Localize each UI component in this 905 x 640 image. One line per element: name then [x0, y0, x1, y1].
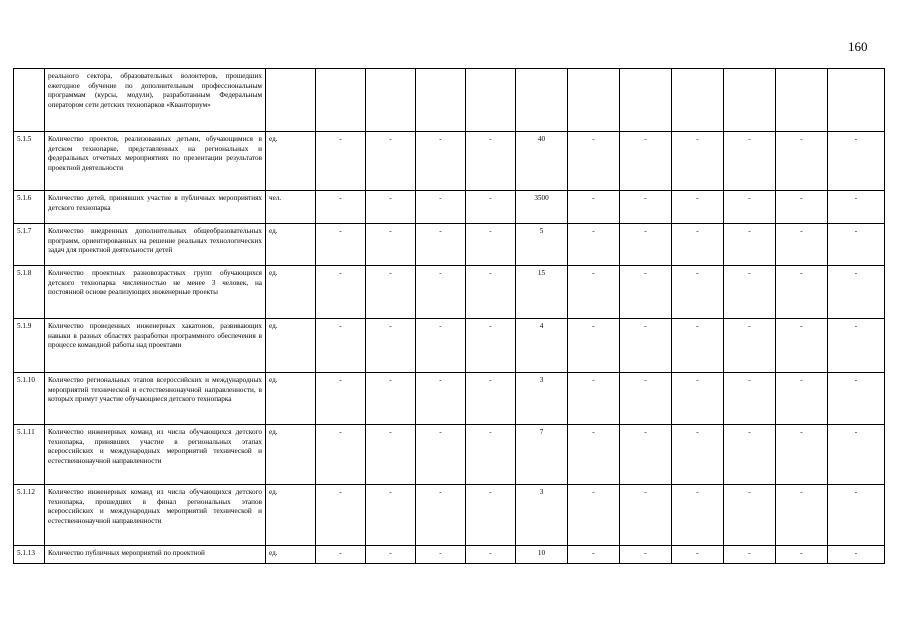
table-row	[14, 224, 885, 266]
value-cell: -	[316, 224, 366, 266]
value-cell	[776, 69, 828, 132]
indicator-description: Количество проведенных инженерных хакатонов, развивающих навыки в разных областях разработки программного обеспечения в процессе командной работы над проектами	[45, 319, 266, 373]
value-cell: -	[724, 425, 776, 485]
row-number: 5.1.7	[14, 224, 45, 266]
row-number: 5.1.11	[14, 425, 45, 485]
value-cell: -	[366, 373, 416, 425]
row-number: 5.1.10	[14, 373, 45, 425]
value-cell: -	[828, 319, 885, 373]
value-cell: -	[672, 224, 724, 266]
value-cell: -	[828, 224, 885, 266]
value-cell: -	[776, 425, 828, 485]
value-cell: -	[568, 224, 620, 266]
value-cell: -	[316, 546, 366, 564]
value-cell: 3	[516, 485, 568, 546]
value-cell: -	[466, 373, 516, 425]
table-row	[14, 425, 885, 485]
value-cell: -	[724, 485, 776, 546]
value-cell: -	[316, 266, 366, 319]
value-cell: -	[828, 546, 885, 564]
indicator-description: реального сектора, образовательных волонтеров, прошедших ежегодное обучение по дополнительным профессиональным программам (курсы, модули), разработанным Федеральным оператором сети детских технопарков «Кванториум»	[45, 69, 266, 132]
value-cell: -	[466, 191, 516, 224]
value-cell: -	[724, 546, 776, 564]
indicator-description: Количество проектных разновозрастных групп обучающихся детского технопарка численностью не менее 3 человек, на постоянной основе реализующих инженерные проекты	[45, 266, 266, 319]
value-cell: -	[620, 224, 672, 266]
value-cell	[828, 69, 885, 132]
value-cell	[568, 69, 620, 132]
value-cell: -	[620, 425, 672, 485]
value-cell: 7	[516, 425, 568, 485]
value-cell	[316, 69, 366, 132]
value-cell: -	[620, 373, 672, 425]
value-cell: -	[828, 191, 885, 224]
value-cell	[620, 69, 672, 132]
indicator-description: Количество детей, принявших участие в публичных мероприятиях детского технопарка	[45, 191, 266, 224]
page-number: 160	[848, 39, 868, 54]
value-cell: -	[366, 266, 416, 319]
table-row	[14, 69, 885, 132]
value-cell: -	[466, 425, 516, 485]
value-cell: -	[828, 266, 885, 319]
value-cell: -	[316, 373, 366, 425]
value-cell: -	[416, 224, 466, 266]
value-cell	[366, 69, 416, 132]
value-cell: 4	[516, 319, 568, 373]
value-cell: -	[776, 224, 828, 266]
value-cell: -	[568, 132, 620, 191]
value-cell: -	[568, 485, 620, 546]
value-cell: -	[776, 266, 828, 319]
value-cell: -	[466, 224, 516, 266]
indicator-description: Количество инженерных команд из числа обучающихся детского технопарка, прошедших в финал региональных этапов всероссийских и международных мероприятий технической и естественнонаучной направленности	[45, 485, 266, 546]
indicator-description: Количество региональных этапов всероссийских и международных мероприятий технической и естественнонаучной направленности, в которых примут участие обучающиеся детского технопарка	[45, 373, 266, 425]
value-cell: -	[724, 132, 776, 191]
value-cell: -	[568, 546, 620, 564]
table-row	[14, 191, 885, 224]
row-number: 5.1.9	[14, 319, 45, 373]
value-cell: -	[416, 373, 466, 425]
value-cell	[466, 69, 516, 132]
value-cell: -	[776, 191, 828, 224]
value-cell: -	[828, 373, 885, 425]
value-cell: -	[568, 319, 620, 373]
value-cell: -	[672, 132, 724, 191]
unit-of-measure: чел.	[266, 191, 316, 224]
value-cell: -	[828, 132, 885, 191]
indicator-description: Количество проектов, реализованных детьми, обучающимися в детском технопарке, представленных на региональных и федеральных отчетных мероприятиях по презентации результатов проектной деятельности	[45, 132, 266, 191]
value-cell: -	[828, 425, 885, 485]
value-cell: -	[416, 191, 466, 224]
value-cell: -	[568, 373, 620, 425]
value-cell: -	[776, 485, 828, 546]
value-cell: -	[620, 191, 672, 224]
value-cell: -	[672, 191, 724, 224]
table-row	[14, 319, 885, 373]
indicator-description: Количество внедренных дополнительных общеобразовательных программ, ориентированных на решение реальных технологических задач для проектной деятельности детей	[45, 224, 266, 266]
value-cell: -	[466, 266, 516, 319]
value-cell: -	[416, 319, 466, 373]
value-cell: -	[366, 224, 416, 266]
value-cell: -	[724, 373, 776, 425]
value-cell: -	[620, 319, 672, 373]
value-cell: -	[316, 485, 366, 546]
value-cell	[724, 69, 776, 132]
value-cell: -	[620, 485, 672, 546]
unit-of-measure	[266, 69, 316, 132]
unit-of-measure: ед.	[266, 546, 316, 564]
value-cell: -	[316, 191, 366, 224]
value-cell: -	[416, 485, 466, 546]
value-cell: -	[366, 425, 416, 485]
value-cell: 40	[516, 132, 568, 191]
value-cell: -	[568, 266, 620, 319]
value-cell: -	[466, 546, 516, 564]
value-cell: 5	[516, 224, 568, 266]
value-cell: -	[828, 485, 885, 546]
value-cell: -	[466, 485, 516, 546]
value-cell: -	[366, 191, 416, 224]
value-cell	[516, 69, 568, 132]
value-cell	[672, 69, 724, 132]
indicator-description: Количество инженерных команд из числа обучающихся детского технопарка, принявших участие в региональных этапах всероссийских и международных мероприятий технической и естественнонаучной направленности	[45, 425, 266, 485]
value-cell: -	[620, 266, 672, 319]
value-cell: -	[672, 485, 724, 546]
value-cell: -	[724, 224, 776, 266]
value-cell: -	[776, 319, 828, 373]
table-row	[14, 132, 885, 191]
unit-of-measure: ед.	[266, 319, 316, 373]
value-cell: -	[672, 546, 724, 564]
unit-of-measure: ед.	[266, 485, 316, 546]
indicators-table	[13, 68, 885, 564]
value-cell: -	[316, 132, 366, 191]
row-number: 5.1.13	[14, 546, 45, 564]
value-cell: -	[568, 425, 620, 485]
value-cell: -	[316, 319, 366, 373]
table-row	[14, 266, 885, 319]
unit-of-measure: ед.	[266, 224, 316, 266]
value-cell: -	[672, 319, 724, 373]
table-row	[14, 546, 885, 564]
value-cell: 3	[516, 373, 568, 425]
row-number	[14, 69, 45, 132]
value-cell: -	[620, 546, 672, 564]
value-cell: 10	[516, 546, 568, 564]
unit-of-measure: ед.	[266, 132, 316, 191]
value-cell: -	[672, 373, 724, 425]
value-cell: 3500	[516, 191, 568, 224]
table-row	[14, 373, 885, 425]
value-cell: -	[416, 266, 466, 319]
value-cell: -	[366, 485, 416, 546]
value-cell: -	[776, 546, 828, 564]
value-cell: 15	[516, 266, 568, 319]
unit-of-measure: ед.	[266, 266, 316, 319]
value-cell: -	[672, 266, 724, 319]
value-cell: -	[366, 319, 416, 373]
value-cell: -	[672, 425, 724, 485]
row-number: 5.1.8	[14, 266, 45, 319]
value-cell: -	[620, 132, 672, 191]
value-cell: -	[466, 319, 516, 373]
value-cell: -	[416, 546, 466, 564]
value-cell: -	[724, 319, 776, 373]
unit-of-measure: ед.	[266, 425, 316, 485]
indicator-description: Количество публичных мероприятий по проектной	[45, 546, 266, 564]
value-cell: -	[416, 132, 466, 191]
row-number: 5.1.6	[14, 191, 45, 224]
table-row	[14, 485, 885, 546]
unit-of-measure: ед.	[266, 373, 316, 425]
value-cell: -	[776, 373, 828, 425]
value-cell: -	[724, 266, 776, 319]
value-cell: -	[466, 132, 516, 191]
row-number: 5.1.12	[14, 485, 45, 546]
value-cell: -	[776, 132, 828, 191]
value-cell	[416, 69, 466, 132]
row-number: 5.1.5	[14, 132, 45, 191]
value-cell: -	[366, 132, 416, 191]
value-cell: -	[366, 546, 416, 564]
value-cell: -	[568, 191, 620, 224]
value-cell: -	[724, 191, 776, 224]
value-cell: -	[416, 425, 466, 485]
value-cell: -	[316, 425, 366, 485]
